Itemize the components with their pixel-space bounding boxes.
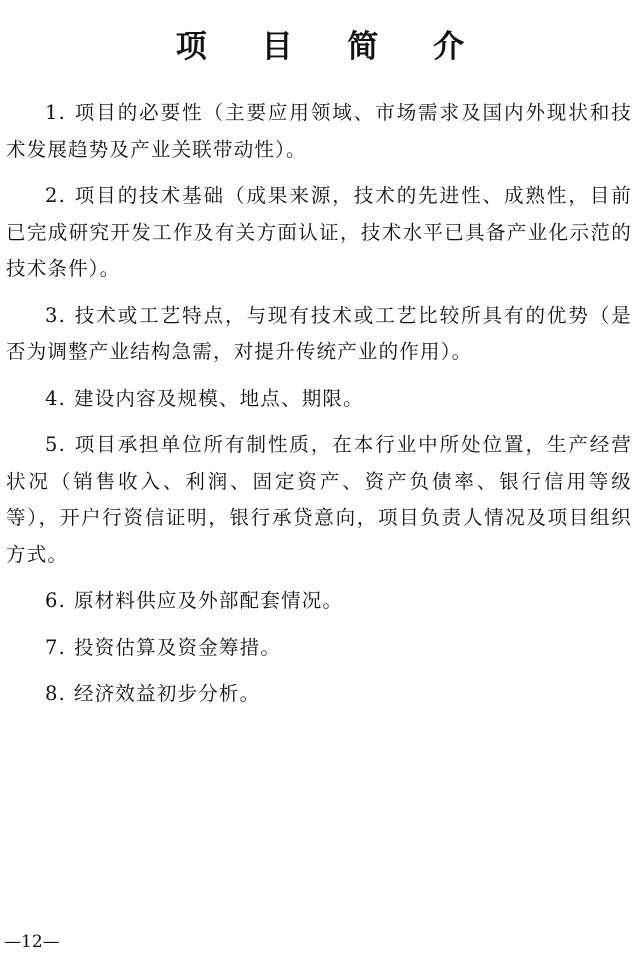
list-item-3 [6,298,632,371]
list-item-1 [6,95,632,168]
list-item-7 [6,630,632,667]
document-body [6,95,632,723]
item-number: 6. [45,589,67,612]
item-text: 经济效益初步分析。 [74,682,261,705]
item-number: 5. [45,433,67,456]
item-text: 建设内容及规模、地点、期限。 [74,386,364,410]
page-title: 项 目 简 介 [175,28,487,65]
item-text: 技术或工艺特点，与现有技术或工艺比较所具有的优势（是否为调整产业结构急需，对提升传统产业的作用）。 [6,303,632,363]
item-text: 项目承担单位所有制性质，在本行业中所处位置，生产经营状况（销售收入、利润、固定资产、资产负债率、银行信用等级等），开户行资信证明，银行承贷意向，项目负责人情况及项目组织方式。 [6,433,632,566]
list-item-2 [6,178,632,288]
item-number: 1. [45,101,67,124]
item-number: 4. [45,386,67,410]
item-text: 项目的必要性（主要应用领域、市场需求及国内外现状和技术发展趋势及产业关联带动性）。 [6,101,632,161]
item-text: 原材料供应及外部配套情况。 [74,589,344,612]
list-item-8 [6,676,632,713]
item-number: 8. [45,682,67,705]
page-number: —12— [4,932,60,952]
item-text: 项目的技术基础（成果来源，技术的先进性、成熟性，目前已完成研究开发工作及有关方面认证，技术水平已具备产业化示范的技术条件）。 [6,184,632,280]
item-number: 3. [45,303,67,327]
item-number: 7. [45,635,67,659]
list-item-5 [6,427,632,573]
item-text: 投资估算及资金筹措。 [74,635,282,659]
list-item-6 [6,583,632,620]
list-item-4 [6,381,632,418]
item-number: 2. [45,184,67,207]
